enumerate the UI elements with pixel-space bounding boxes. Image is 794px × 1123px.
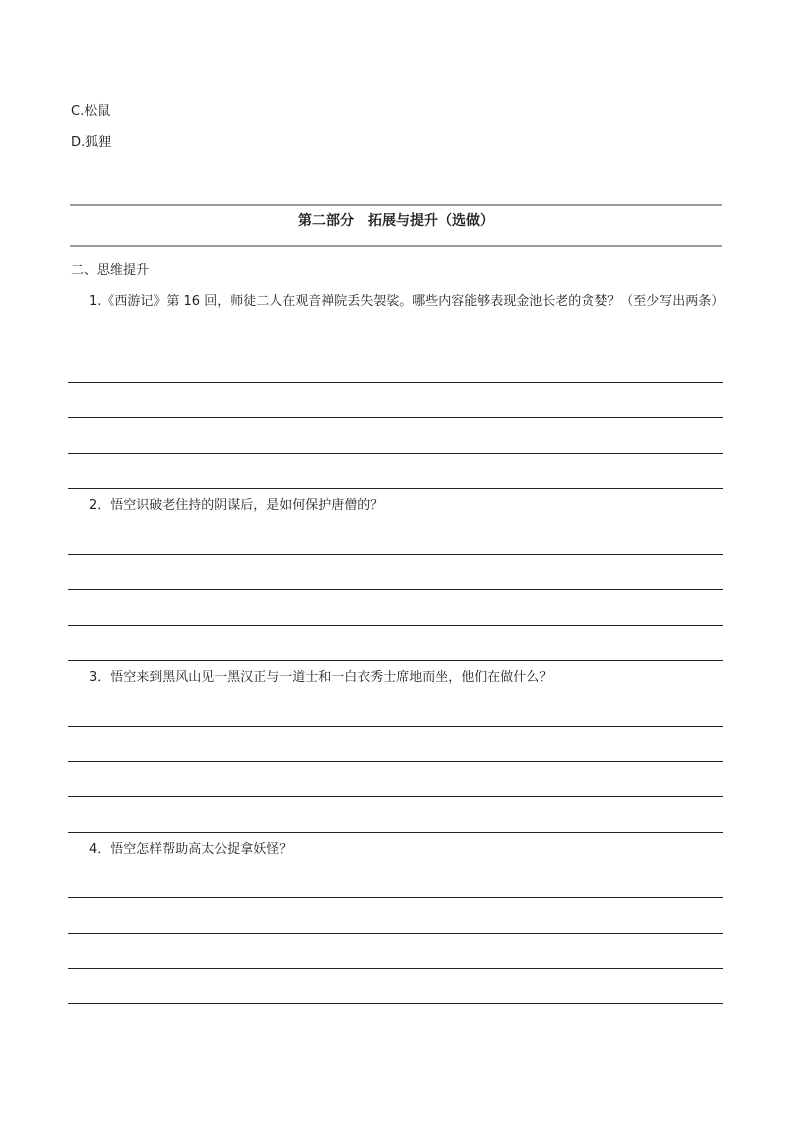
answer-line[interactable] [68, 417, 723, 418]
answer-line[interactable] [68, 897, 723, 898]
answer-line[interactable] [68, 832, 723, 833]
section-heading: 二、思维提升 [71, 263, 150, 278]
section-bottom-rule [70, 245, 722, 247]
question-2: 2．悟空识破老住持的阴谋后，是如何保护唐僧的？ [89, 498, 384, 513]
answer-line[interactable] [68, 488, 723, 489]
question-1: 1.《西游记》第 16 回，师徒二人在观音禅院丢失袈裟。哪些内容能够表现金池长老的贪婪？（至少写出两条） [89, 294, 725, 309]
option-c: C.松鼠 [71, 104, 111, 119]
answer-line[interactable] [68, 625, 723, 626]
answer-line[interactable] [68, 660, 723, 661]
answer-line[interactable] [68, 761, 723, 762]
option-d: D.狐狸 [71, 135, 112, 150]
answer-line[interactable] [68, 554, 723, 555]
answer-line[interactable] [68, 726, 723, 727]
question-3: 3．悟空来到黑风山见一黑汉正与一道士和一白衣秀士席地而坐，他们在做什么？ [89, 670, 553, 685]
answer-line[interactable] [68, 933, 723, 934]
question-4: 4．悟空怎样帮助高太公捉拿妖怪？ [89, 842, 293, 857]
section-top-rule [70, 204, 722, 206]
answer-line[interactable] [68, 796, 723, 797]
answer-line[interactable] [68, 1003, 723, 1004]
answer-line[interactable] [68, 382, 723, 383]
answer-line[interactable] [68, 968, 723, 969]
answer-line[interactable] [68, 589, 723, 590]
section-title: 第二部分 拓展与提升（选做） [298, 213, 494, 229]
answer-line[interactable] [68, 453, 723, 454]
